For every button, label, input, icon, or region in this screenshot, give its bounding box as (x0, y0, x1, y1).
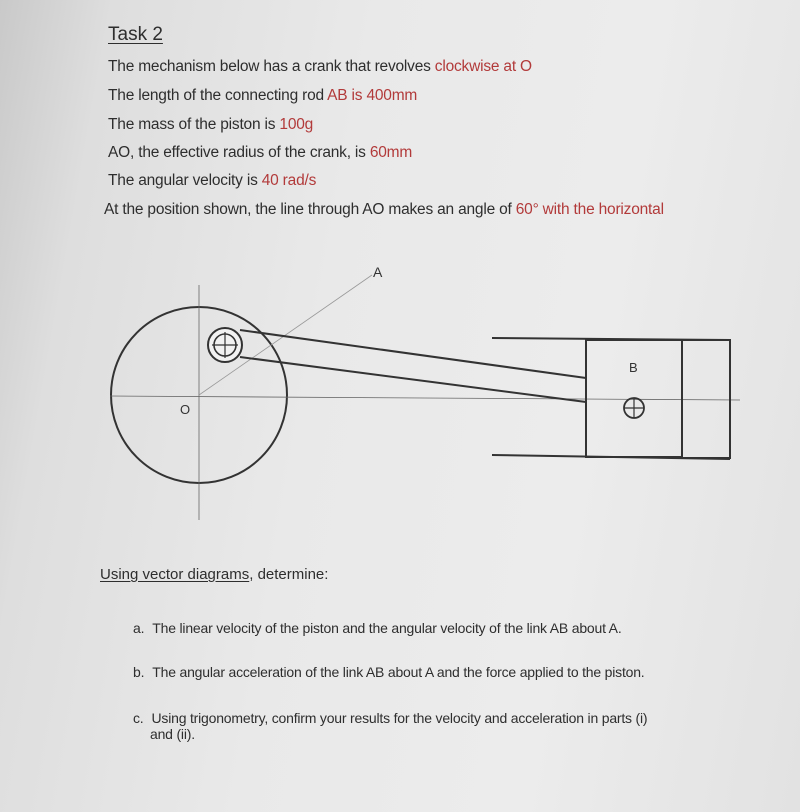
label-a: A (373, 264, 383, 280)
horizontal-centre-line (110, 396, 740, 400)
statement-angle: At the position shown, the line through AO makes an angle of 60° with the horizontal (104, 201, 664, 218)
label-o: O (180, 402, 191, 417)
question-c: c. Using trigonometry, confirm your results for the velocity and acceleration in parts (i) (133, 710, 648, 726)
question-a: a. The linear velocity of the piston and the angular velocity of the link AB about A. (133, 620, 622, 636)
label-b: B (629, 360, 638, 375)
statement-crank-radius: AO, the effective radius of the crank, is 60mm (108, 144, 413, 161)
question-c-continued: and (ii). (150, 726, 195, 742)
statement-crank: The mechanism below has a crank that revolves clockwise at O (108, 58, 532, 75)
task-title: Task 2 (108, 24, 163, 45)
connecting-rod-bottom (240, 357, 586, 402)
question-b: b. The angular acceleration of the link AB about A and the force applied to the piston. (133, 664, 645, 680)
statement-piston-mass: The mass of the piston is 100g (108, 116, 314, 133)
statement-rod-length: The length of the connecting rod AB is 400mm (108, 87, 418, 104)
instructions: Using vector diagrams, determine: (100, 566, 329, 583)
statement-angular-velocity: The angular velocity is 40 rad/s (108, 172, 317, 189)
connecting-rod-top (240, 330, 586, 378)
cylinder-head (682, 340, 730, 458)
